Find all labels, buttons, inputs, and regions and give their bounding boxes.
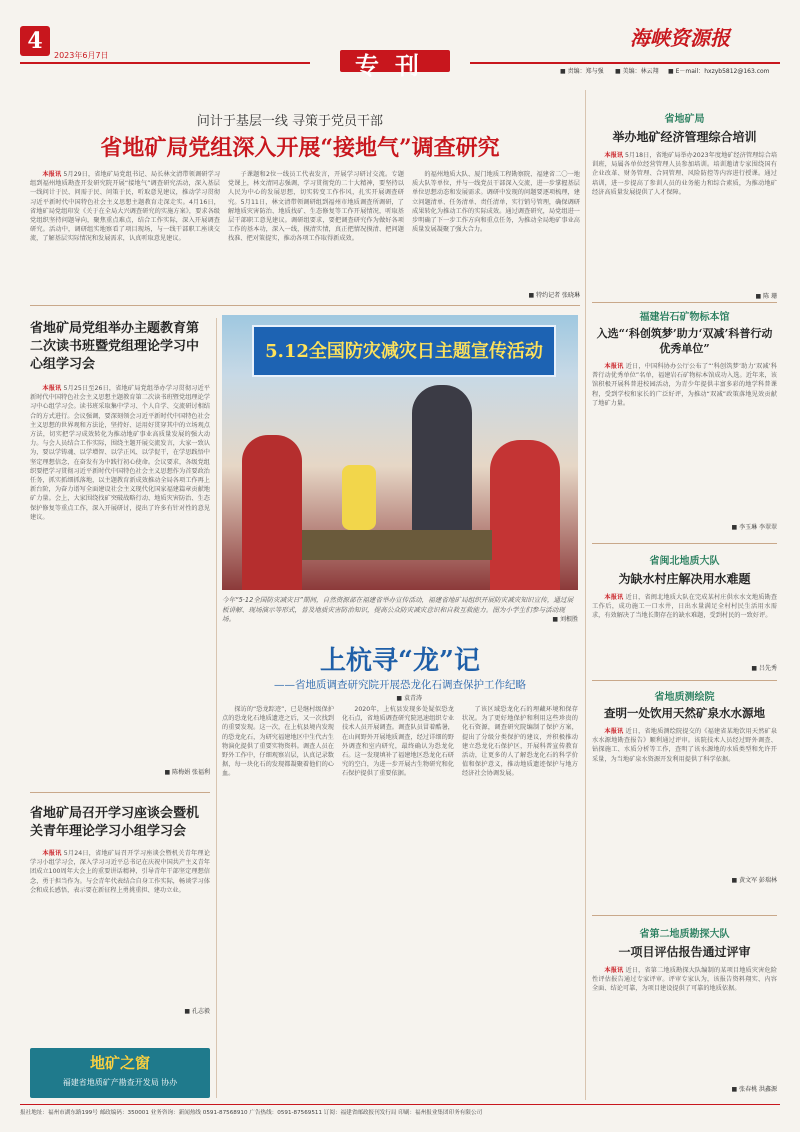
right-article-2-unit: 福建岩石矿物标本馆: [639, 312, 730, 323]
column-divider-left: [216, 318, 217, 1098]
right-article-3-author: ■ 吕先秀: [751, 665, 777, 672]
ad-slogan: 福建省地质矿产勘查开发局 协办: [62, 1078, 178, 1087]
right-divider-1: [592, 302, 777, 303]
issue-date: 2023年6月7日: [54, 51, 109, 60]
section-label: 专刊: [355, 51, 435, 80]
photo-caption-text: 今年“5·12全国防灾减灾日”期间，自然资源部在福建省举办宣传活动，福建省地矿局组织开展防灾减灾知识宣传，通过展板讲解、现场演示等形式，普及地质灾害防治知识，提高公众防灾减灾意识和自救互救能力。图为小学生们参与活动现场。: [222, 596, 574, 623]
left-article-1-title: 省地矿局党组举办主题教育第二次读书班暨党组理论学习中心组学习会: [30, 321, 200, 372]
right-article-4: [592, 688, 777, 913]
lead-tag: 本报讯: [42, 171, 62, 178]
left-article-2-title: 省地矿局召开学习座谈会暨机关青年理论学习小组学习会: [30, 806, 200, 839]
editor-credit: ■ 责编：郑与强: [560, 68, 604, 75]
right-article-4-author: ■ 黄文军 彭瑞林: [731, 877, 777, 884]
right-article-4-title: 查明一处饮用天然矿泉水水源地: [604, 706, 765, 720]
header-rule-left: [20, 62, 310, 64]
ad-logo: 地矿之窗: [89, 1054, 150, 1072]
feature-author: ■ 袁青涛: [396, 695, 422, 702]
masthead-logo: 海峡资源报: [630, 26, 730, 50]
right-article-4-unit: 省地质测绘院: [654, 692, 715, 703]
right-article-5-body: 本报讯 近日，省第二地质勘探大队编制的某项目地质灾害危险性评估报告通过专家评审。评审专家认为，该报告资料翔实、内容全面、结论可靠，为项目建设提供了可靠的地质依据。: [592, 967, 777, 993]
right-article-1-body: 本报讯 5月18日，省地矿局举办2023年度地矿经济管理综合培训班，局属各单位经营管理人员参加培训。培训邀请专家围绕国有企业改革、财务管理、合同管理、风险防控等内容进行授课。通过培训，进一步提高了参训人员的业务能力和综合素质，为推动地矿经济高质量发展提供了人才保障。: [592, 152, 777, 196]
left-article-2-body: 本报讯 5月24日，省地矿局召开学习座谈会暨机关青年理论学习小组学习会，深入学习习近平总书记在庆祝中国共产主义青年团成立100周年大会上的重要讲话精神，引导青年干部坚定理想信念，勇于担当作为。与会青年代表结合自身工作实际，畅谈学习体会和成长感悟，表示要在新征程上勇挑重担、建功立业。: [30, 850, 210, 894]
right-article-3-title: 为缺水村庄解决用水难题: [618, 572, 751, 586]
right-article-5: [592, 925, 777, 1100]
lead-column-2: [228, 170, 404, 298]
right-article-3: [592, 552, 777, 677]
column-divider-right: [585, 90, 586, 1100]
photo-table: [302, 530, 492, 560]
photo-banner: [252, 325, 556, 377]
email-credit: ■ E－mail：hxzyb5812@163.com: [668, 68, 770, 75]
designer-credit: ■ 美编：林云翔: [615, 68, 659, 75]
lead-text-2: 子课题和2位一线员工代表发言，开展学习研讨交流。专题党课上，林文清同志强调，学习贯彻党的二十大精神，要坚持以人民为中心的发展思想，切实转变工作作风，扎实开展调查研究。5月11日，林文清带领调研组到福州市地质调查所调研，了解地质灾害防治、地质找矿、生态修复等工作开展情况，听取基层干部职工意见建议。调研组要求，要把调查研究作为做好各项工作的基本功，深入一线，摸清实情，真正把情况摸清、把问题找准、把对策提实，推动各项工作取得新成效。: [228, 171, 404, 243]
feature-subtitle: ——省地质调查研究院开展恐龙化石调查保护工作纪略: [274, 679, 526, 691]
feature-title: 上杭寻“龙”记: [320, 646, 480, 676]
right-article-3-body: 本报讯 近日，省闽北地质大队在完成某村庄供水水文地质勘查工作后，成功施工一口水井，日出水量满足全村村民生活用水需求，有效解决了当地长期存在的缺水难题，受到村民的一致好评。: [592, 594, 777, 620]
right-article-1-unit: 省地矿局: [664, 114, 705, 125]
lead-author: ■ 特约记者 张晓琳: [528, 292, 580, 299]
left-article-2: [30, 805, 210, 1030]
right-article-2: [592, 308, 777, 543]
lead-text-3: 的福州地质大队、厦门地质工程勘察院、福建省二〇一地质大队等单位，并与一线党员干部深入交流，进一步掌握基层单位思想动态和发展需求。调研中发现的问题要逐项梳理，建立问题清单、任务清单、责任清单，实行销号管理，确保调研成果转化为推动工作的实际成效。通过调查研究，局党组进一步明确了下一步工作方向和重点任务，为推动全局地矿事业高质量发展凝聚了强大合力。: [412, 171, 580, 234]
ad-block: [30, 1048, 210, 1098]
photo-figure-adult: [412, 385, 472, 535]
right-article-4-body: 本报讯 近日，省地质测绘院提交的《福建省某地饮用天然矿泉水水源地勘查报告》顺利通过评审。该院技术人员经过野外调查、钻探施工、水质分析等工作，查明了该水源地的水质类型和允许开采量，为当地矿泉水资源开发利用提供了科学依据。: [592, 728, 777, 763]
footer-rule: [20, 1104, 780, 1105]
right-article-5-unit: 省第二地质勘探大队: [639, 929, 730, 940]
header-rule-right: [470, 62, 780, 64]
lead-bottom-rule: [30, 305, 580, 306]
section-emblem: [340, 44, 450, 84]
right-divider-4: [592, 915, 777, 916]
right-divider-2: [592, 543, 777, 544]
feature-column-2: 2020年，上杭县发现多处疑似恐龙化石点，省地质调查研究院迅速组织专业技术人员开展调查。调查队员冒着酷暑，在山间野外开展地质调查，经过详细的野外调查和室内研究，最终确认为恐龙化石。这一发现填补了福建地区恐龙化石研究的空白，为进一步开展古生物研究和化石保护提供了重要依据。: [342, 706, 454, 778]
footer-info: 报社地址：福州市湖东路199号 邮政编码：350001 业务咨询：新闻热线 0591-87568910 广告热线：0591-87569511 订阅：福建省邮政报刊发行局 印刷：福州报业集团印务有限公司: [20, 1110, 483, 1116]
photo-author: ■ 刘根胜: [552, 616, 578, 623]
left-article-1: [30, 320, 210, 790]
feature-column-3: 了该区域恐龙化石的埋藏环境和保存状况。为了更好地保护和利用这些珍贵的化石资源，调查研究院编制了保护方案，提出了分级分类保护的建议，并积极推动建立恐龙化石保护区，开展科普宣传教育活动，让更多的人了解恐龙化石的科学价值和保护意义，推动地质遗迹保护与地方经济社会协调发展。: [462, 706, 578, 778]
right-article-3-unit: 省闽北地质大队: [649, 556, 720, 567]
right-divider-3: [592, 680, 777, 681]
lead-text-1: 5月29日，省地矿局党组书记、局长林文清带领调研学习组到福州地质勘查开发研究院开展“接地气”调查研究活动，深入基层一线问计于民、问需于民、问策于民，听取意见建议，推动学习贯彻习近平新时代中国特色社会主义思想主题教育走深走实。4月16日，省地矿局党组印发《关于在全局大兴调查研究的实施方案》，要求各级党组织坚持问题导向，聚焦重点难点，结合工作实际，深入开展调查研究。活动中，调研组实地察看了项目现场，与一线干部职工座谈交流，了解基层实际情况和发展需求，认真听取意见建议。: [30, 171, 220, 243]
page-number-badge: 4: [20, 26, 50, 56]
right-article-5-title: 一项目评估报告通过评审: [618, 945, 751, 959]
right-article-1-author: ■ 陈 珊: [755, 293, 777, 300]
lead-kicker: 问计于基层一线 寻策于党员干部: [196, 114, 384, 129]
right-article-2-author: ■ 李玉琳 李翠翠: [731, 524, 777, 531]
photo-banner-text: 5.12全国防灾减灾日主题宣传活动: [265, 341, 543, 362]
right-article-1-title: 举办地矿经济管理综合培训: [612, 130, 757, 144]
lead-column-1: [30, 170, 220, 298]
left-divider: [30, 792, 210, 793]
photo-figure-child-1: [242, 435, 302, 590]
right-article-2-title: 入选“‘科创筑梦’助力‘双减’科普行动优秀单位”: [596, 327, 773, 355]
left-article-2-author: ■ 孔志毅: [184, 1008, 210, 1015]
feature-column-1: 探访的“恐龙踪迹”，已是继村级保护点的恐龙化石地质遗迹之后，又一次找到的重要发现。这一次，在上杭县境内发现的恐龙化石，为研究福建地区中生代古生物演化提供了重要实物资料。调查人员在野外工作中，仔细观察岩层，认真记录数据，每一块化石的发现都凝聚着他们的心血。: [222, 706, 334, 778]
left-article-1-author: ■ 陈梅娟 张福利: [164, 769, 210, 776]
left-article-1-body: 本报讯 5月25日至26日，省地矿局党组举办学习贯彻习近平新时代中国特色社会主义思想主题教育第二次读书班暨党组理论学习中心组学习会。读书班采取集中学习、个人自学、交流研讨相结合的方式进行。会议强调，要深刻领会习近平新时代中国特色社会主义思想的世界观和方法论，坚持好、运用好贯穿其中的立场观点方法，切实把学习成效转化为推动地矿事业高质量发展的强大动力。与会人员结合工作实际，围绕主题开展交流发言，大家一致认为，要以学铸魂、以学增智、以学正风、以学促干，在学思践悟中坚定理想信念，在奋发有为中践行初心使命。会议要求，各级党组织要把学习贯彻习近平新时代中国特色社会主义思想作为首要政治任务，抓实抓细抓落地，以主题教育新成效推动全局各项工作再上新台阶，为奋力谱写全面建设社会主义现代化国家福建篇章贡献地矿力量。会上，大家围绕找矿突破战略行动、地质灾害防治、生态保护修复等重点工作，深入开展研讨，提出了许多有针对性的意见建议。: [30, 385, 210, 521]
lead-column-3: [412, 170, 580, 288]
right-article-5-author: ■ 张春桃 洪鑫源: [731, 1086, 777, 1093]
page-header: [0, 0, 800, 82]
right-article-1: [592, 110, 777, 300]
photo-spray-bottle: [342, 465, 376, 530]
lead-title: 省地矿局党组深入开展“接地气”调查研究: [100, 135, 500, 161]
right-article-2-body: 本报讯 近日，中国科协办公厅公布了“‘科创筑梦’助力‘双减’科普行动优秀单位”名单，福建岩石矿物标本馆成功入选。近年来，该馆积极开展科普进校园活动，为青少年提供丰富多彩的地学科普课程，受到学校和家长的广泛好评，为推动“双减”政策落地见效贡献了地矿力量。: [592, 363, 777, 407]
event-photo: [222, 315, 578, 590]
photo-figure-child-2: [490, 440, 560, 590]
photo-caption: [222, 596, 578, 636]
